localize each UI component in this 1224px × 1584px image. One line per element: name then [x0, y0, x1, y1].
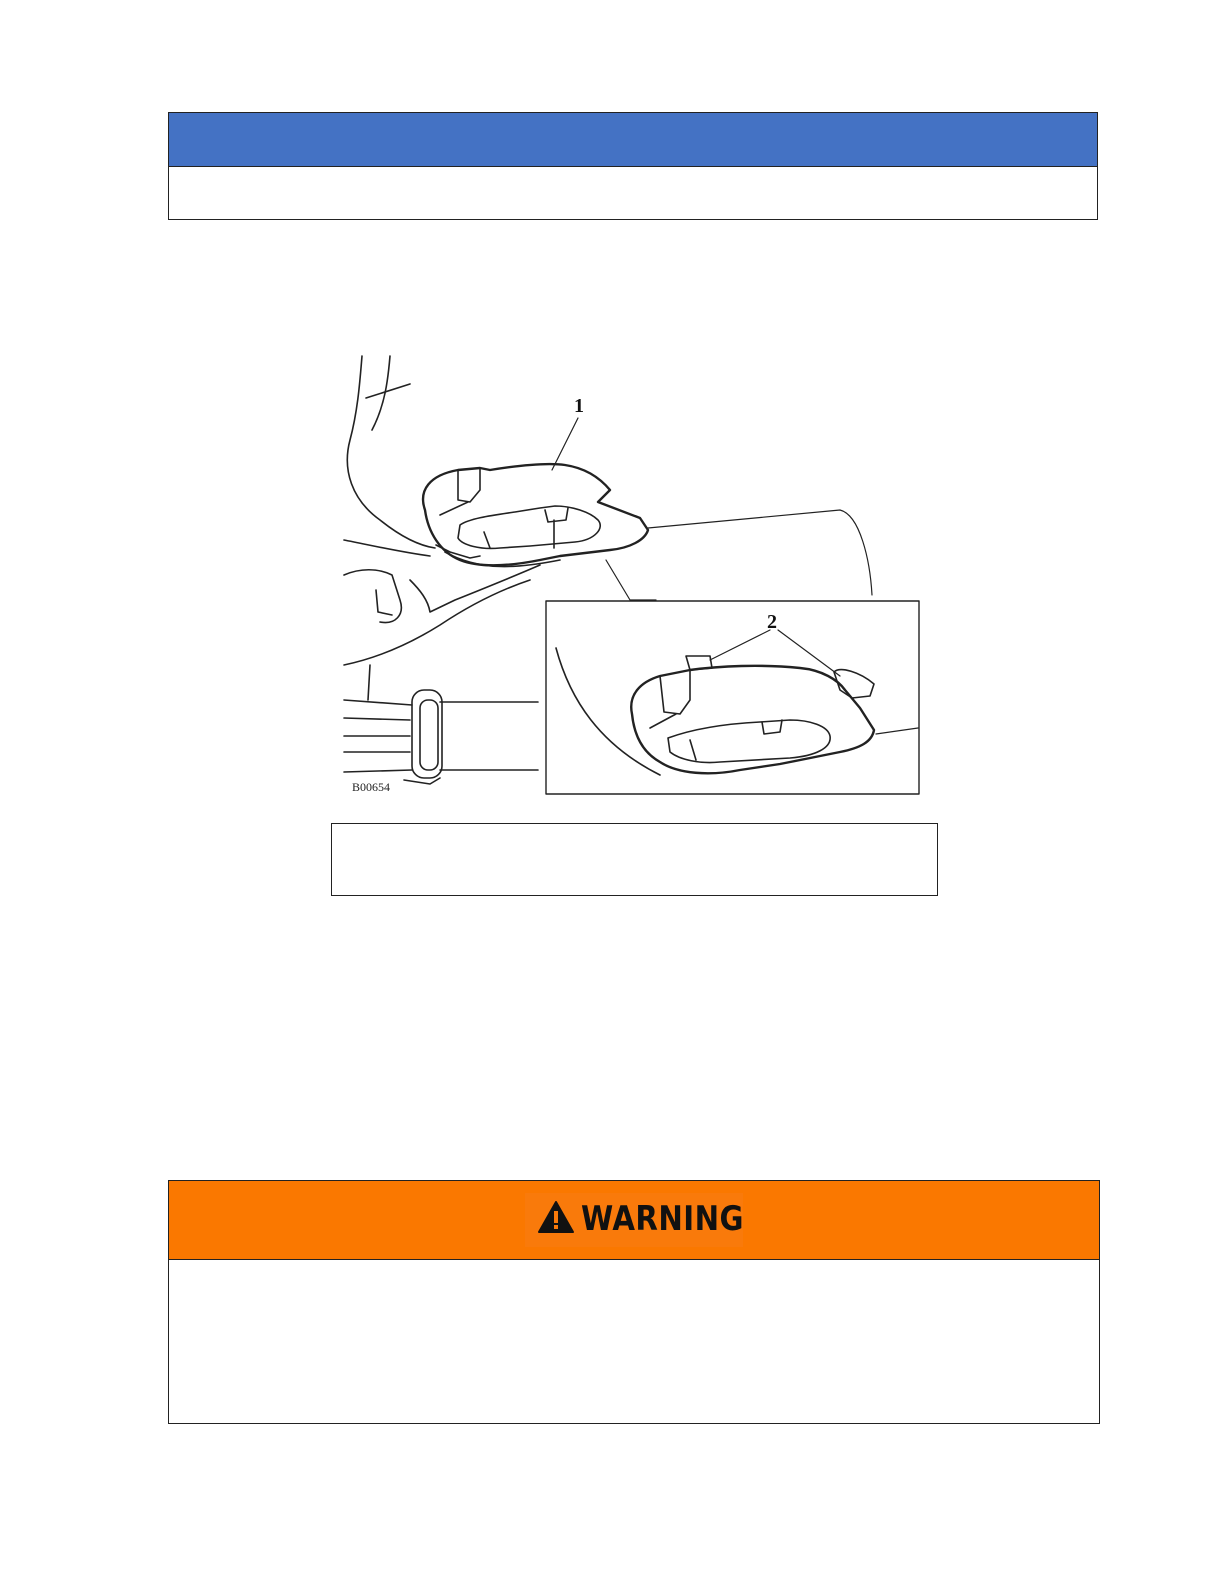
callout-1-label: 1: [574, 395, 584, 417]
note-header: [169, 113, 1097, 167]
clip-illustration: [340, 350, 930, 800]
note-body: [169, 167, 1097, 221]
callout-2-label: 2: [767, 611, 777, 633]
warning-box: [168, 1180, 1100, 1424]
warning-body: [169, 1260, 1099, 1424]
warning-text: WARNING: [581, 1199, 744, 1239]
note-box: [168, 112, 1098, 220]
figure-caption-box: [331, 823, 938, 896]
warning-triangle-icon: [537, 1200, 575, 1239]
warning-header: [169, 1181, 1099, 1260]
warning-label: [525, 1193, 743, 1247]
figure-code: B00654: [352, 780, 391, 794]
